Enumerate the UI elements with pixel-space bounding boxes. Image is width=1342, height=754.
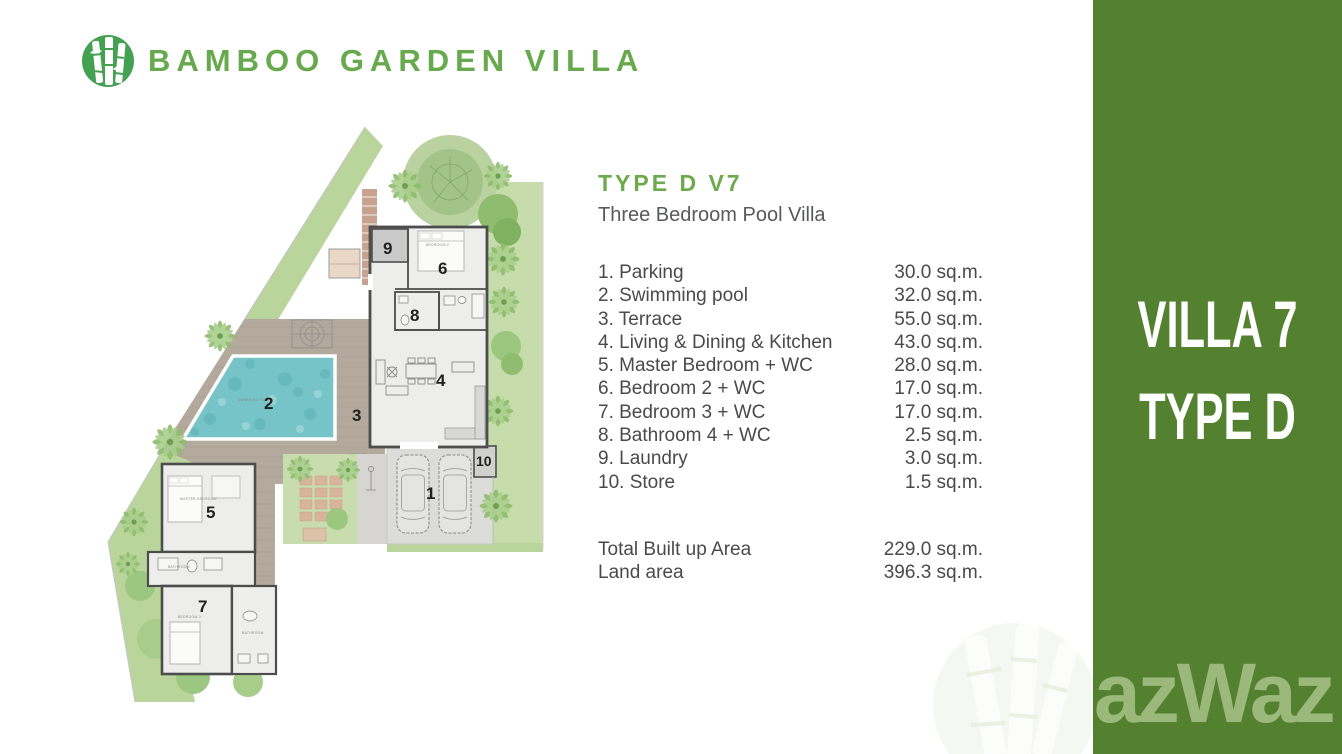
total-area: 396.3 sq.m. bbox=[883, 562, 983, 584]
plan-title: TYPE D V7 bbox=[598, 170, 743, 196]
room-name: 5. Master Bedroom + WC bbox=[598, 355, 813, 377]
totals-block bbox=[598, 538, 983, 585]
label-laundry: 9 bbox=[383, 239, 393, 258]
courtyard bbox=[283, 454, 387, 544]
room-row bbox=[598, 261, 983, 284]
label-bedroom3: 7 bbox=[198, 597, 208, 616]
label-terrace: 3 bbox=[352, 406, 362, 425]
bath3-text: BATHROOM bbox=[242, 631, 264, 635]
room-name: 2. Swimming pool bbox=[598, 285, 748, 307]
room-area: 55.0 sq.m. bbox=[894, 308, 983, 330]
room-row bbox=[598, 401, 983, 424]
plan-subtitle: Three Bedroom Pool Villa bbox=[598, 204, 826, 226]
main-building bbox=[368, 227, 487, 449]
bedroom2-text: BEDROOM 2 bbox=[426, 243, 450, 247]
bamboo-logo-icon bbox=[80, 33, 136, 89]
fazwaz-watermark: azWaz bbox=[1094, 646, 1333, 740]
room-area: 17.0 sq.m. bbox=[894, 378, 983, 400]
room-area: 43.0 sq.m. bbox=[894, 331, 983, 353]
room-row bbox=[598, 331, 983, 354]
sidebar-villa-number: VILLA 7 bbox=[1137, 288, 1298, 363]
bamboo-watermark-icon bbox=[925, 615, 1105, 754]
total-row bbox=[598, 538, 983, 562]
room-name: 9. Laundry bbox=[598, 448, 688, 470]
room-area: 1.5 sq.m. bbox=[904, 471, 983, 493]
sidebar-villa-type: TYPE D bbox=[1139, 380, 1296, 455]
room-name: 10. Store bbox=[598, 471, 676, 493]
brand-title: BAMBOO GARDEN VILLA bbox=[148, 43, 645, 78]
room-row bbox=[598, 424, 983, 447]
bedroom3-text: BEDROOM 3 bbox=[178, 615, 202, 619]
brand-header bbox=[80, 33, 644, 89]
room-row bbox=[598, 447, 983, 470]
room-list bbox=[598, 261, 983, 494]
room-name: 1. Parking bbox=[598, 262, 684, 283]
label-living: 4 bbox=[436, 371, 446, 390]
room-row bbox=[598, 377, 983, 400]
total-row bbox=[598, 561, 983, 585]
label-bedroom2: 6 bbox=[438, 259, 448, 278]
room-row bbox=[598, 354, 983, 377]
room-area: 32.0 sq.m. bbox=[894, 285, 983, 307]
master-bath-text: BATHROOM bbox=[168, 565, 190, 569]
room-area: 30.0 sq.m. bbox=[894, 262, 983, 283]
room-name: 8. Bathroom 4 + WC bbox=[598, 425, 771, 447]
master-bedroom-text: MASTER BEDROOM bbox=[180, 497, 217, 501]
plan-info-panel bbox=[598, 170, 983, 585]
room-name: 7. Bedroom 3 + WC bbox=[598, 401, 766, 423]
villa-type-sidebar bbox=[1093, 0, 1342, 754]
label-parking: 1 bbox=[426, 484, 436, 503]
label-master: 5 bbox=[206, 503, 216, 522]
total-area: 229.0 sq.m. bbox=[883, 538, 983, 560]
room-name: 6. Bedroom 2 + WC bbox=[598, 378, 766, 400]
label-pool: 2 bbox=[264, 394, 274, 413]
room-row bbox=[598, 308, 983, 331]
pool-text: SWIMMING POOL bbox=[238, 398, 271, 402]
floor-plan bbox=[100, 124, 560, 706]
total-name: Land area bbox=[598, 562, 684, 584]
room-area: 28.0 sq.m. bbox=[894, 355, 983, 377]
room-row bbox=[598, 471, 983, 494]
room-area: 2.5 sq.m. bbox=[904, 425, 983, 447]
room-area: 3.0 sq.m. bbox=[904, 448, 983, 470]
room-name: 4. Living & Dining & Kitchen bbox=[598, 331, 833, 353]
room-area: 17.0 sq.m. bbox=[894, 401, 983, 423]
room-row bbox=[598, 284, 983, 307]
label-store: 10 bbox=[476, 453, 492, 469]
total-name: Total Built up Area bbox=[598, 538, 752, 560]
label-bathroom4: 8 bbox=[410, 306, 420, 325]
room-name: 3. Terrace bbox=[598, 308, 683, 330]
